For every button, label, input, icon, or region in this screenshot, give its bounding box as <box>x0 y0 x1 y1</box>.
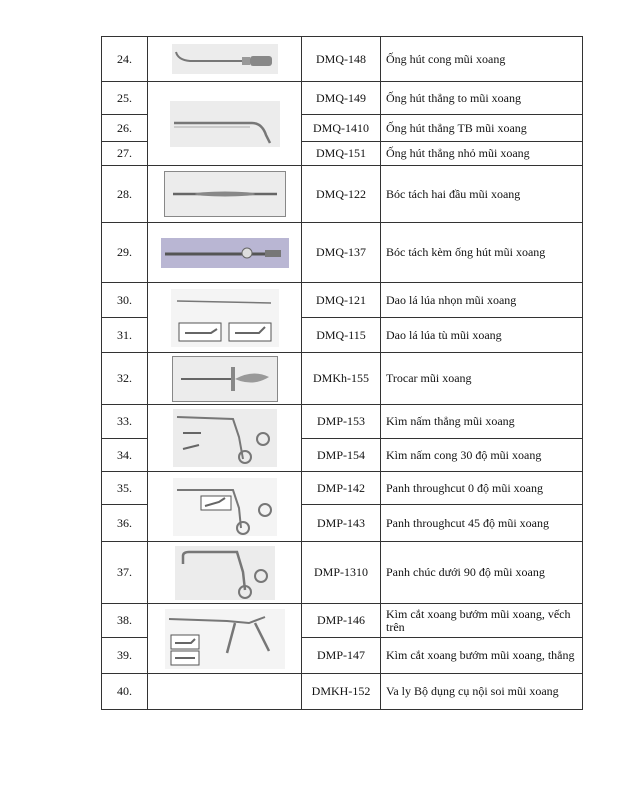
table-row <box>102 472 583 505</box>
mushroom-forceps-image <box>173 409 277 467</box>
table-row <box>102 353 583 405</box>
product-code: DMP-154 <box>302 439 381 472</box>
instrument-image-cell <box>148 283 302 353</box>
curved-suction-tube-image <box>172 44 278 74</box>
product-code: DMQ-115 <box>302 318 381 353</box>
product-code: DMP-147 <box>302 638 381 674</box>
product-name: Ống hút thẳng nhỏ mũi xoang <box>381 142 583 166</box>
table-row <box>102 223 583 283</box>
table-row <box>102 405 583 439</box>
product-name: Trocar mũi xoang <box>381 353 583 405</box>
row-number: 38. <box>102 604 148 638</box>
table-row <box>102 283 583 318</box>
product-name: Kìm cắt xoang bướm mũi xoang, vếch trên <box>381 604 583 638</box>
row-number: 25. <box>102 82 148 115</box>
row-number: 37. <box>102 542 148 604</box>
product-code: DMQ-151 <box>302 142 381 166</box>
row-number: 30. <box>102 283 148 318</box>
row-number: 28. <box>102 166 148 223</box>
product-code: DMQ-1410 <box>302 115 381 142</box>
row-number: 33. <box>102 405 148 439</box>
product-name: Kìm nấm thẳng mũi xoang <box>381 405 583 439</box>
instrument-image-cell <box>148 37 302 82</box>
instrument-image-cell <box>148 472 302 542</box>
product-name: Bóc tách kèm ống hút mũi xoang <box>381 223 583 283</box>
instrument-image-cell <box>148 604 302 674</box>
product-name: Va ly Bộ dụng cụ nội soi mũi xoang <box>381 674 583 710</box>
table-row <box>102 604 583 638</box>
row-number: 31. <box>102 318 148 353</box>
instrument-image-cell <box>148 223 302 283</box>
sphenoid-punch-image <box>165 609 285 669</box>
product-code: DMQ-148 <box>302 37 381 82</box>
instrument-image-cell <box>148 82 302 166</box>
downward-90-forceps-image <box>175 546 275 600</box>
product-name: Dao lá lúa nhọn mũi xoang <box>381 283 583 318</box>
table-row <box>102 674 583 710</box>
table-row <box>102 166 583 223</box>
product-code: DMQ-122 <box>302 166 381 223</box>
product-code: DMP-143 <box>302 505 381 542</box>
product-code: DMP-1310 <box>302 542 381 604</box>
product-name: Kìm cắt xoang bướm mũi xoang, thẳng <box>381 638 583 674</box>
instrument-image-cell <box>148 674 302 710</box>
row-number: 29. <box>102 223 148 283</box>
row-number: 26. <box>102 115 148 142</box>
product-name: Panh throughcut 45 độ mũi xoang <box>381 505 583 542</box>
table-row <box>102 37 583 82</box>
product-name: Ống hút cong mũi xoang <box>381 37 583 82</box>
product-code: DMP-153 <box>302 405 381 439</box>
row-number: 24. <box>102 37 148 82</box>
table-row <box>102 82 583 115</box>
product-name: Ống hút thẳng to mũi xoang <box>381 82 583 115</box>
row-number: 27. <box>102 142 148 166</box>
product-name: Panh chúc dưới 90 độ mũi xoang <box>381 542 583 604</box>
product-name: Kìm nấm cong 30 độ mũi xoang <box>381 439 583 472</box>
straight-suction-tube-image <box>170 101 280 147</box>
product-code: DMKH-152 <box>302 674 381 710</box>
instrument-image-cell <box>148 353 302 405</box>
instrument-table <box>101 36 583 710</box>
row-number: 36. <box>102 505 148 542</box>
instrument-image-cell <box>148 166 302 223</box>
product-name: Bóc tách hai đầu mũi xoang <box>381 166 583 223</box>
instrument-image-cell <box>148 405 302 472</box>
product-code: DMKh-155 <box>302 353 381 405</box>
product-code: DMP-142 <box>302 472 381 505</box>
throughcut-forceps-image <box>173 478 277 536</box>
instrument-image-cell <box>148 542 302 604</box>
product-code: DMP-146 <box>302 604 381 638</box>
product-code: DMQ-121 <box>302 283 381 318</box>
double-ended-elevator-image <box>164 171 286 217</box>
sickle-knife-image <box>171 289 279 347</box>
row-number: 39. <box>102 638 148 674</box>
product-code: DMQ-137 <box>302 223 381 283</box>
elevator-with-suction-image <box>161 238 289 268</box>
row-number: 40. <box>102 674 148 710</box>
row-number: 35. <box>102 472 148 505</box>
product-name: Panh throughcut 0 độ mũi xoang <box>381 472 583 505</box>
table-row <box>102 542 583 604</box>
row-number: 32. <box>102 353 148 405</box>
product-name: Dao lá lúa tù mũi xoang <box>381 318 583 353</box>
trocar-image <box>172 356 278 402</box>
product-code: DMQ-149 <box>302 82 381 115</box>
product-name: Ống hút thẳng TB mũi xoang <box>381 115 583 142</box>
row-number: 34. <box>102 439 148 472</box>
